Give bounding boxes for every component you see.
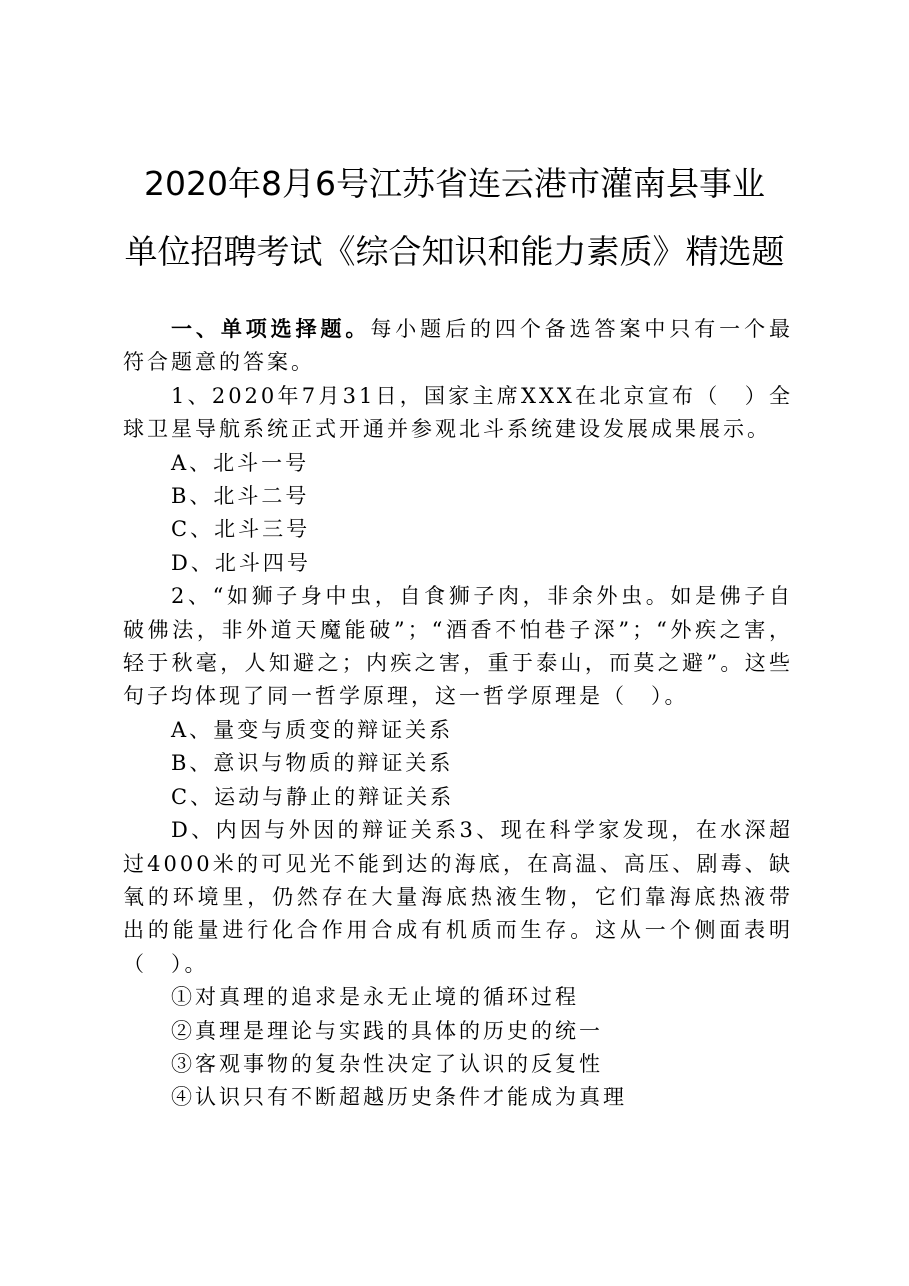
question-1-option-a: A、北斗一号 — [171, 450, 310, 475]
question-2-option-a: A、量变与质变的辩证关系 — [171, 717, 454, 742]
question-3-option-4: ④认识只有不断超越历史条件才能成为真理 — [171, 1085, 627, 1110]
section-instruction: 每小题后的四个备选答案中只有一个最符合题意的答案。 — [123, 317, 794, 375]
question-1-option-d: D、北斗四号 — [171, 550, 311, 575]
question-1: 1、2020年7月31日，国家主席XXX在北京宣布（ ）全球卫星导航系统正式开通并参观北斗系统建设发展成果展示。 — [123, 383, 793, 442]
section-intro — [123, 313, 793, 380]
document-title-line-2: 单位招聘考试《综合知识和能力素质》精选题 — [124, 232, 785, 271]
question-3-option-3: ③客观事物的复杂性决定了认识的反复性 — [171, 1051, 603, 1076]
question-2: 2、“如狮子身中虫，自食狮子肉，非余外虫。如是佛子自破佛法，非外道天魔能破”；“酒香不怕巷子深”；“外疾之害，轻于秋毫，人知避之；内疾之害，重于泰山，而莫之避”。这些句子均体现了同一哲学原理，这一哲学原理是（ ）。 — [123, 584, 793, 709]
question-3-option-2: ②真理是理论与实践的具体的历史的统一 — [171, 1018, 603, 1043]
question-1-option-c: C、北斗三号 — [171, 517, 311, 542]
question-1-option-b: B、北斗二号 — [171, 484, 310, 509]
section-heading: 一、单项选择题。 — [171, 317, 371, 341]
document-title-line-1: 2020年8月6号江苏省连云港市灌南县事业 — [144, 164, 765, 203]
question-3: D、内因与外因的辩证关系3、现在科学家发现，在水深超过4000米的可见光不能到达的海底，在高温、高压、剧毒、缺氧的环境里，仍然存在大量海底热液生物，它们靠海底热液带出的能量进行化合作用合成有机质而生存。这从一个侧面表明（ ）。 — [123, 818, 793, 976]
question-2-option-b: B、意识与物质的辩证关系 — [171, 751, 454, 776]
document-body — [123, 313, 793, 1115]
question-3-option-1: ①对真理的追求是永无止境的循环过程 — [171, 985, 579, 1010]
question-2-option-c: C、运动与静止的辩证关系 — [171, 784, 455, 809]
